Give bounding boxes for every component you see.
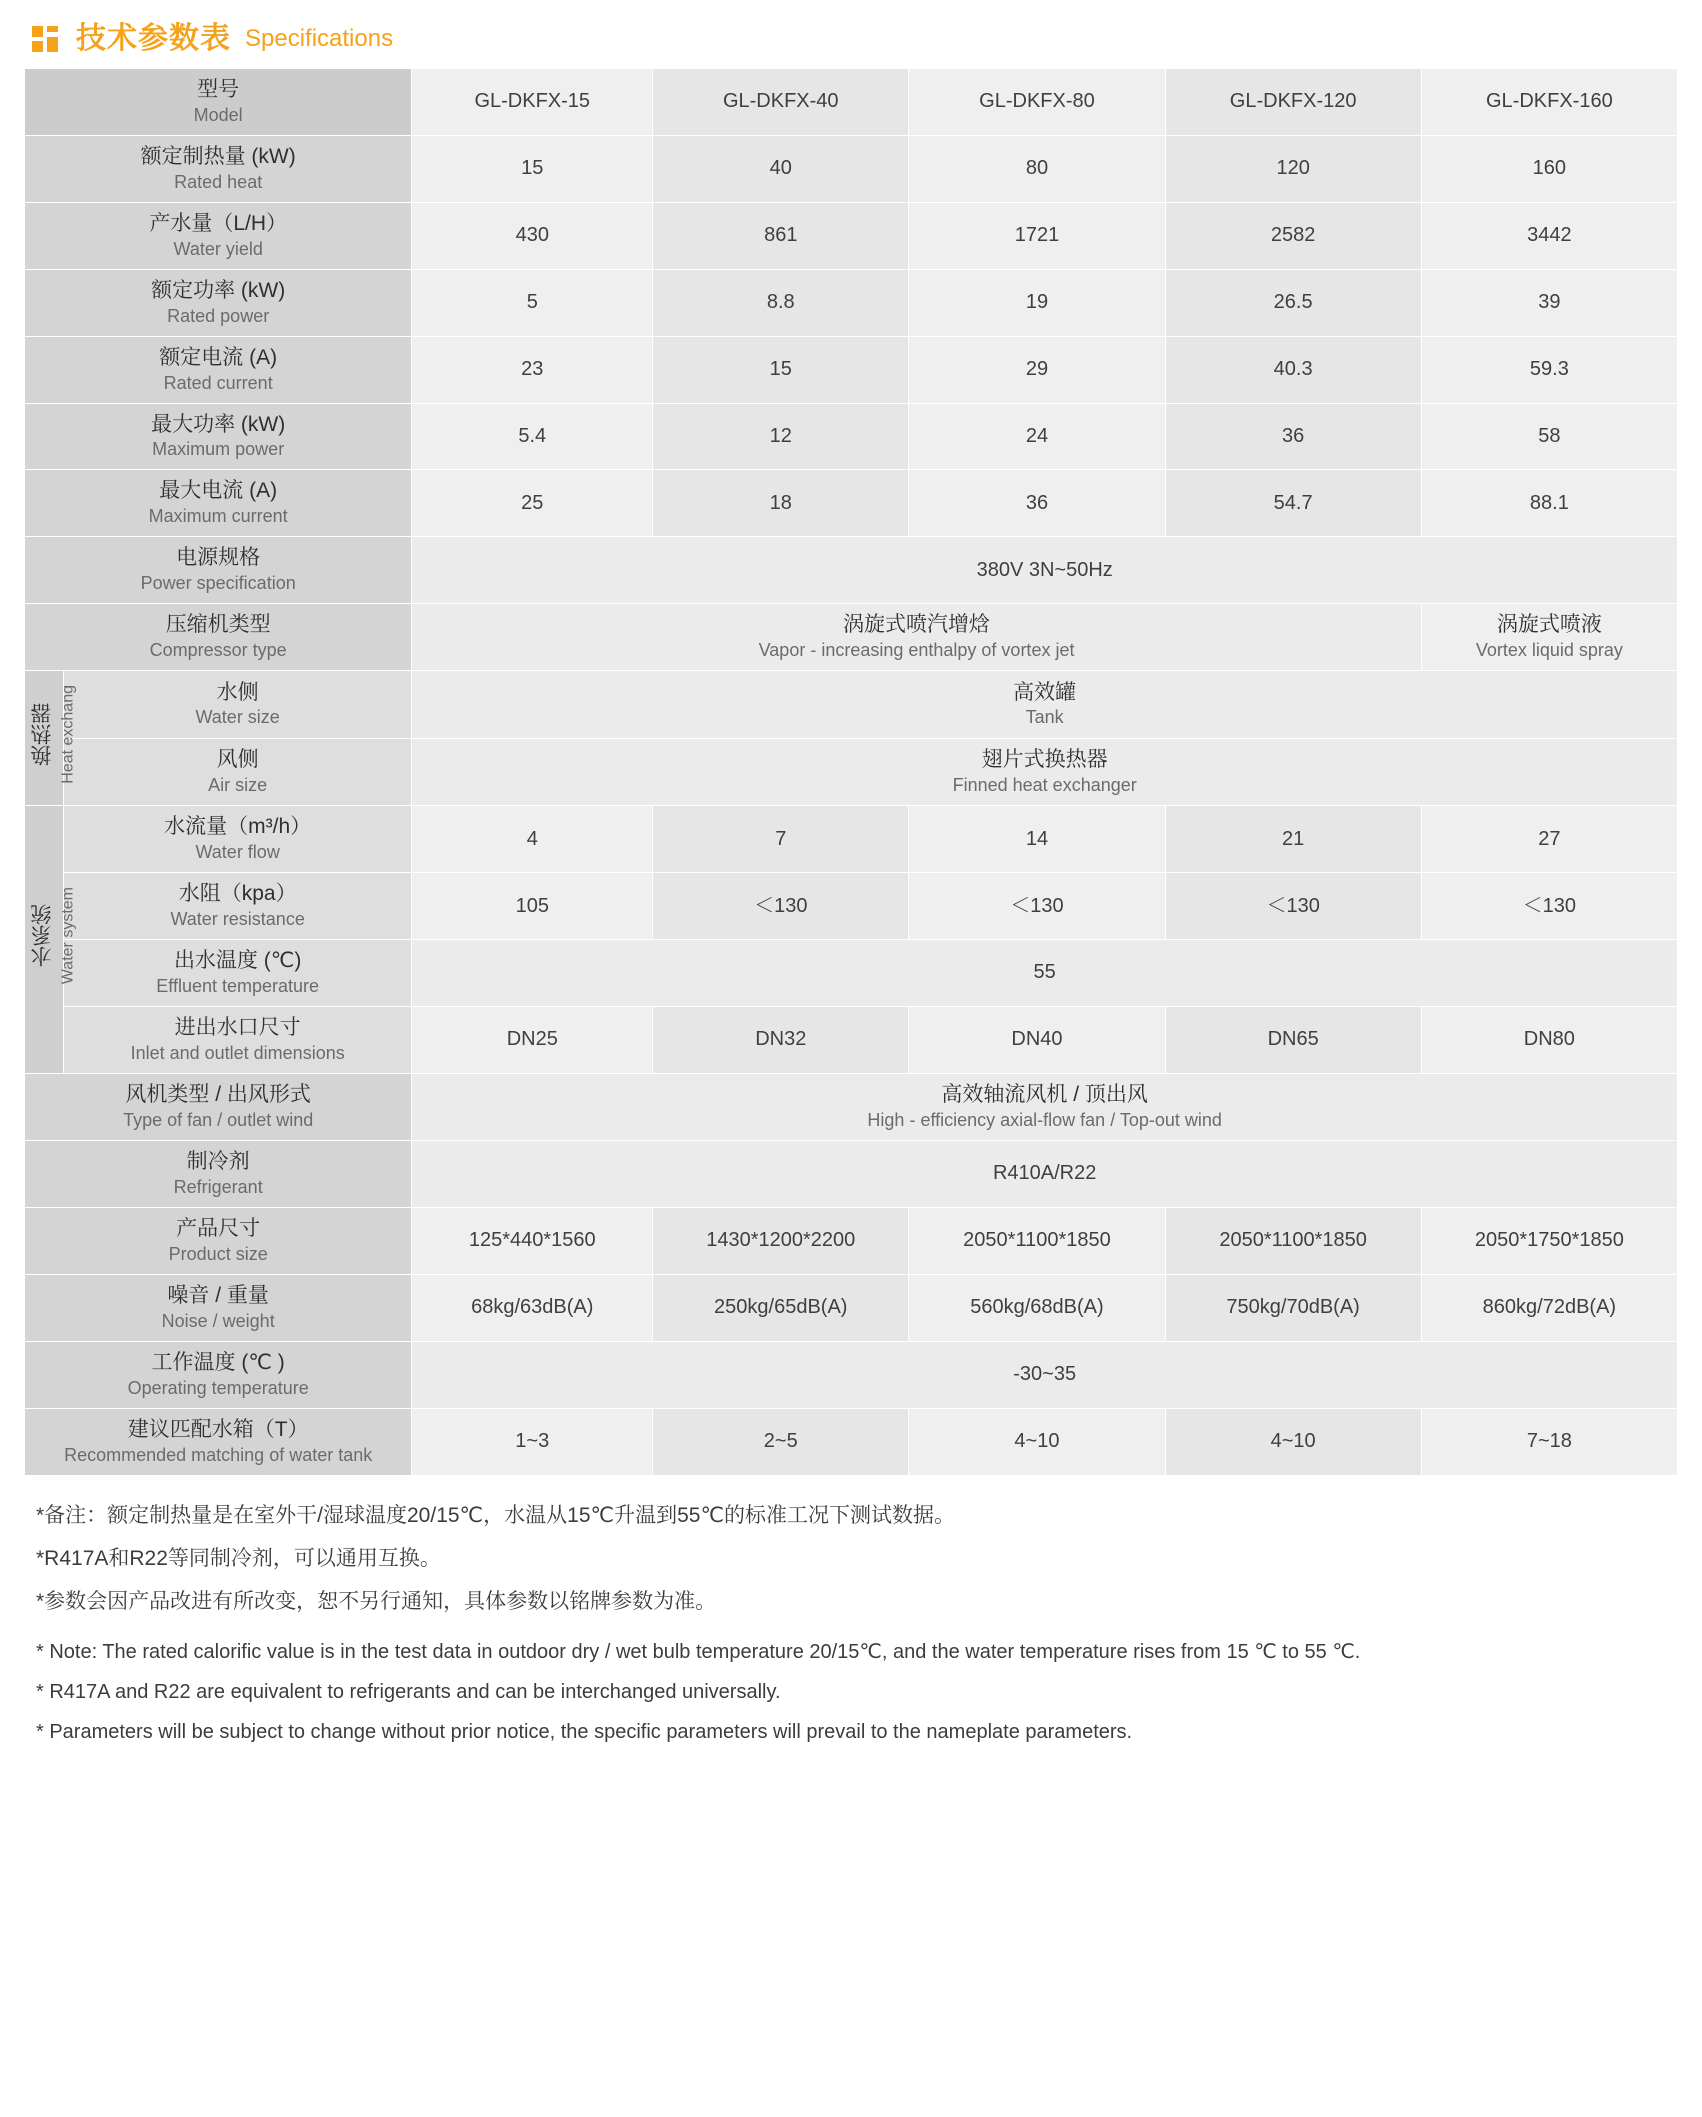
- row-label: 制冷剂 Refrigerant: [25, 1141, 412, 1208]
- value-cell: 23: [412, 336, 653, 403]
- value-cell: ＜130: [909, 873, 1165, 940]
- value-cell-merged: 380V 3N~50Hz: [412, 537, 1678, 604]
- table-row-refrigerant: [25, 1141, 1678, 1208]
- value-cell: 24: [909, 403, 1165, 470]
- table-row-compressor: [25, 604, 1678, 671]
- group-label-heat-exchanger: 换热器 Heat exchang: [25, 671, 64, 806]
- note-en-3: * Parameters will be subject to change without prior notice, the specific parameters will prevail to the nameplate parameters.: [36, 1721, 1133, 1744]
- value-cell: 4~10: [909, 1408, 1165, 1475]
- row-label: 水侧 Water size: [63, 671, 411, 739]
- row-label: 最大电流 (A) Maximum current: [25, 470, 412, 537]
- row-label: 压缩机类型 Compressor type: [25, 604, 412, 671]
- row-label: 出水温度 (℃) Effluent temperature: [63, 940, 411, 1007]
- note-cn-3: *参数会因产品改进有所改变，恕不另行通知，具体参数以铭牌参数为准。: [36, 1590, 717, 1614]
- table-row-fan: [25, 1074, 1678, 1141]
- value-cell: 3442: [1421, 202, 1677, 269]
- value-cell: DN65: [1165, 1007, 1421, 1074]
- value-cell: 1721: [909, 202, 1165, 269]
- value-cell: 39: [1421, 269, 1677, 336]
- value-cell: 560kg/68dB(A): [909, 1274, 1165, 1341]
- value-cell: 18: [653, 470, 909, 537]
- value-cell: 25: [412, 470, 653, 537]
- note-cn-2: *R417A和R22等同制冷剂，可以通用互换。: [36, 1546, 441, 1570]
- value-cell: 5.4: [412, 403, 653, 470]
- row-label-model: 型号 Model: [25, 69, 412, 136]
- table-row-effluent-temperature: [25, 940, 1678, 1007]
- table-row-noise-weight: [25, 1274, 1678, 1341]
- value-cell: 2~5: [653, 1408, 909, 1475]
- value-cell: DN25: [412, 1007, 653, 1074]
- value-cell: 36: [1165, 403, 1421, 470]
- value-cell-merged: 高效罐 Tank: [412, 671, 1678, 739]
- row-label: 风侧 Air size: [63, 738, 411, 806]
- page-header: [24, 18, 1678, 68]
- value-cell: 1430*1200*2200: [653, 1207, 909, 1274]
- value-cell: 59.3: [1421, 336, 1677, 403]
- value-cell: 105: [412, 873, 653, 940]
- value-cell: 40: [653, 135, 909, 202]
- value-cell: 2050*1100*1850: [909, 1207, 1165, 1274]
- note-en-1: * Note: The rated calorific value is in the test data in outdoor dry / wet bulb temperature 20/15℃, and the water temperature rises from 15 ℃ to 55 ℃.: [36, 1641, 1361, 1664]
- table-row-water-flow: [25, 806, 1678, 873]
- value-cell: 1~3: [412, 1408, 653, 1475]
- row-label: 水流量（m³/h） Water flow: [63, 806, 411, 873]
- value-cell: 29: [909, 336, 1165, 403]
- value-cell: DN40: [909, 1007, 1165, 1074]
- page-title-cn: 技术参数表: [76, 22, 231, 55]
- value-cell: 160: [1421, 135, 1677, 202]
- value-cell: 68kg/63dB(A): [412, 1274, 653, 1341]
- row-label: 水阻（kpa） Water resistance: [63, 873, 411, 940]
- table-row-heat-exchanger-water: [25, 671, 1678, 739]
- table-row-operating-temperature: [25, 1341, 1678, 1408]
- value-cell: 36: [909, 470, 1165, 537]
- value-cell: 5: [412, 269, 653, 336]
- page-title-en: Specifications: [245, 25, 394, 52]
- table-row: [25, 135, 1678, 202]
- row-label: 产品尺寸 Product size: [25, 1207, 412, 1274]
- value-cell: 26.5: [1165, 269, 1421, 336]
- value-cell: 15: [653, 336, 909, 403]
- value-cell-merged: 55: [412, 940, 1678, 1007]
- value-cell-merged: 高效轴流风机 / 顶出风 High - efficiency axial-flow fan / Top-out wind: [412, 1074, 1678, 1141]
- model-cell: GL-DKFX-80: [909, 69, 1165, 136]
- table-row-power-spec: [25, 537, 1678, 604]
- value-cell: 12: [653, 403, 909, 470]
- value-cell: 8.8: [653, 269, 909, 336]
- table-row-product-size: [25, 1207, 1678, 1274]
- value-cell: ＜130: [1165, 873, 1421, 940]
- value-cell: DN32: [653, 1007, 909, 1074]
- value-cell: 15: [412, 135, 653, 202]
- value-cell: 14: [909, 806, 1165, 873]
- value-cell: 750kg/70dB(A): [1165, 1274, 1421, 1341]
- value-cell: 250kg/65dB(A): [653, 1274, 909, 1341]
- table-row-inlet-outlet: [25, 1007, 1678, 1074]
- footnotes: [24, 1476, 1678, 1746]
- table-row: [25, 470, 1678, 537]
- value-cell: 80: [909, 135, 1165, 202]
- value-cell: 27: [1421, 806, 1677, 873]
- value-cell: 涡旋式喷液 Vortex liquid spray: [1421, 604, 1677, 671]
- row-label: 最大功率 (kW) Maximum power: [25, 403, 412, 470]
- row-label: 额定制热量 (kW) Rated heat: [25, 135, 412, 202]
- model-cell: GL-DKFX-40: [653, 69, 909, 136]
- value-cell: 88.1: [1421, 470, 1677, 537]
- value-cell: 40.3: [1165, 336, 1421, 403]
- value-cell: 2582: [1165, 202, 1421, 269]
- value-cell-merged: -30~35: [412, 1341, 1678, 1408]
- value-cell: 54.7: [1165, 470, 1421, 537]
- value-cell: 430: [412, 202, 653, 269]
- model-cell: GL-DKFX-160: [1421, 69, 1677, 136]
- note-en-2: * R417A and R22 are equivalent to refrigerants and can be interchanged universally.: [36, 1681, 781, 1704]
- table-row: [25, 336, 1678, 403]
- value-cell: 2050*1100*1850: [1165, 1207, 1421, 1274]
- table-row: [25, 403, 1678, 470]
- notes-divider: [36, 1631, 1668, 1639]
- value-cell: 120: [1165, 135, 1421, 202]
- row-label: 噪音 / 重量 Noise / weight: [25, 1274, 412, 1341]
- value-cell: 7: [653, 806, 909, 873]
- table-row-heat-exchanger-air: [25, 738, 1678, 806]
- value-cell: ＜130: [1421, 873, 1677, 940]
- row-label: 额定功率 (kW) Rated power: [25, 269, 412, 336]
- brand-squares-icon: [32, 26, 62, 52]
- table-row-model: [25, 69, 1678, 136]
- table-row: [25, 202, 1678, 269]
- group-label-water-system: 水系统 Water system: [25, 806, 64, 1074]
- row-label: 建议匹配水箱（T） Recommended matching of water tank: [25, 1408, 412, 1475]
- row-label: 工作温度 (℃ ) Operating temperature: [25, 1341, 412, 1408]
- row-label: 额定电流 (A) Rated current: [25, 336, 412, 403]
- row-label: 电源规格 Power specification: [25, 537, 412, 604]
- row-label: 产水量（L/H） Water yield: [25, 202, 412, 269]
- value-cell: 125*440*1560: [412, 1207, 653, 1274]
- row-label: 进出水口尺寸 Inlet and outlet dimensions: [63, 1007, 411, 1074]
- value-cell: 21: [1165, 806, 1421, 873]
- value-cell: 4: [412, 806, 653, 873]
- value-cell-merged: 翅片式换热器 Finned heat exchanger: [412, 738, 1678, 806]
- model-cell: GL-DKFX-15: [412, 69, 653, 136]
- value-cell-merged: 涡旋式喷汽增焓 Vapor - increasing enthalpy of vortex jet: [412, 604, 1421, 671]
- value-cell-merged: R410A/R22: [412, 1141, 1678, 1208]
- table-row: [25, 269, 1678, 336]
- value-cell: 860kg/72dB(A): [1421, 1274, 1677, 1341]
- row-label: 风机类型 / 出风形式 Type of fan / outlet wind: [25, 1074, 412, 1141]
- model-cell: GL-DKFX-120: [1165, 69, 1421, 136]
- value-cell: 19: [909, 269, 1165, 336]
- value-cell: 861: [653, 202, 909, 269]
- value-cell: 2050*1750*1850: [1421, 1207, 1677, 1274]
- value-cell: ＜130: [653, 873, 909, 940]
- table-row-water-tank: [25, 1408, 1678, 1475]
- value-cell: 7~18: [1421, 1408, 1677, 1475]
- value-cell: 58: [1421, 403, 1677, 470]
- note-cn-1: *备注：额定制热量是在室外干/湿球温度20/15℃，水温从15℃升温到55℃的标准工况下测试数据。: [36, 1503, 956, 1527]
- value-cell: 4~10: [1165, 1408, 1421, 1475]
- table-row-water-resistance: [25, 873, 1678, 940]
- specifications-table: [24, 68, 1678, 1476]
- value-cell: DN80: [1421, 1007, 1677, 1074]
